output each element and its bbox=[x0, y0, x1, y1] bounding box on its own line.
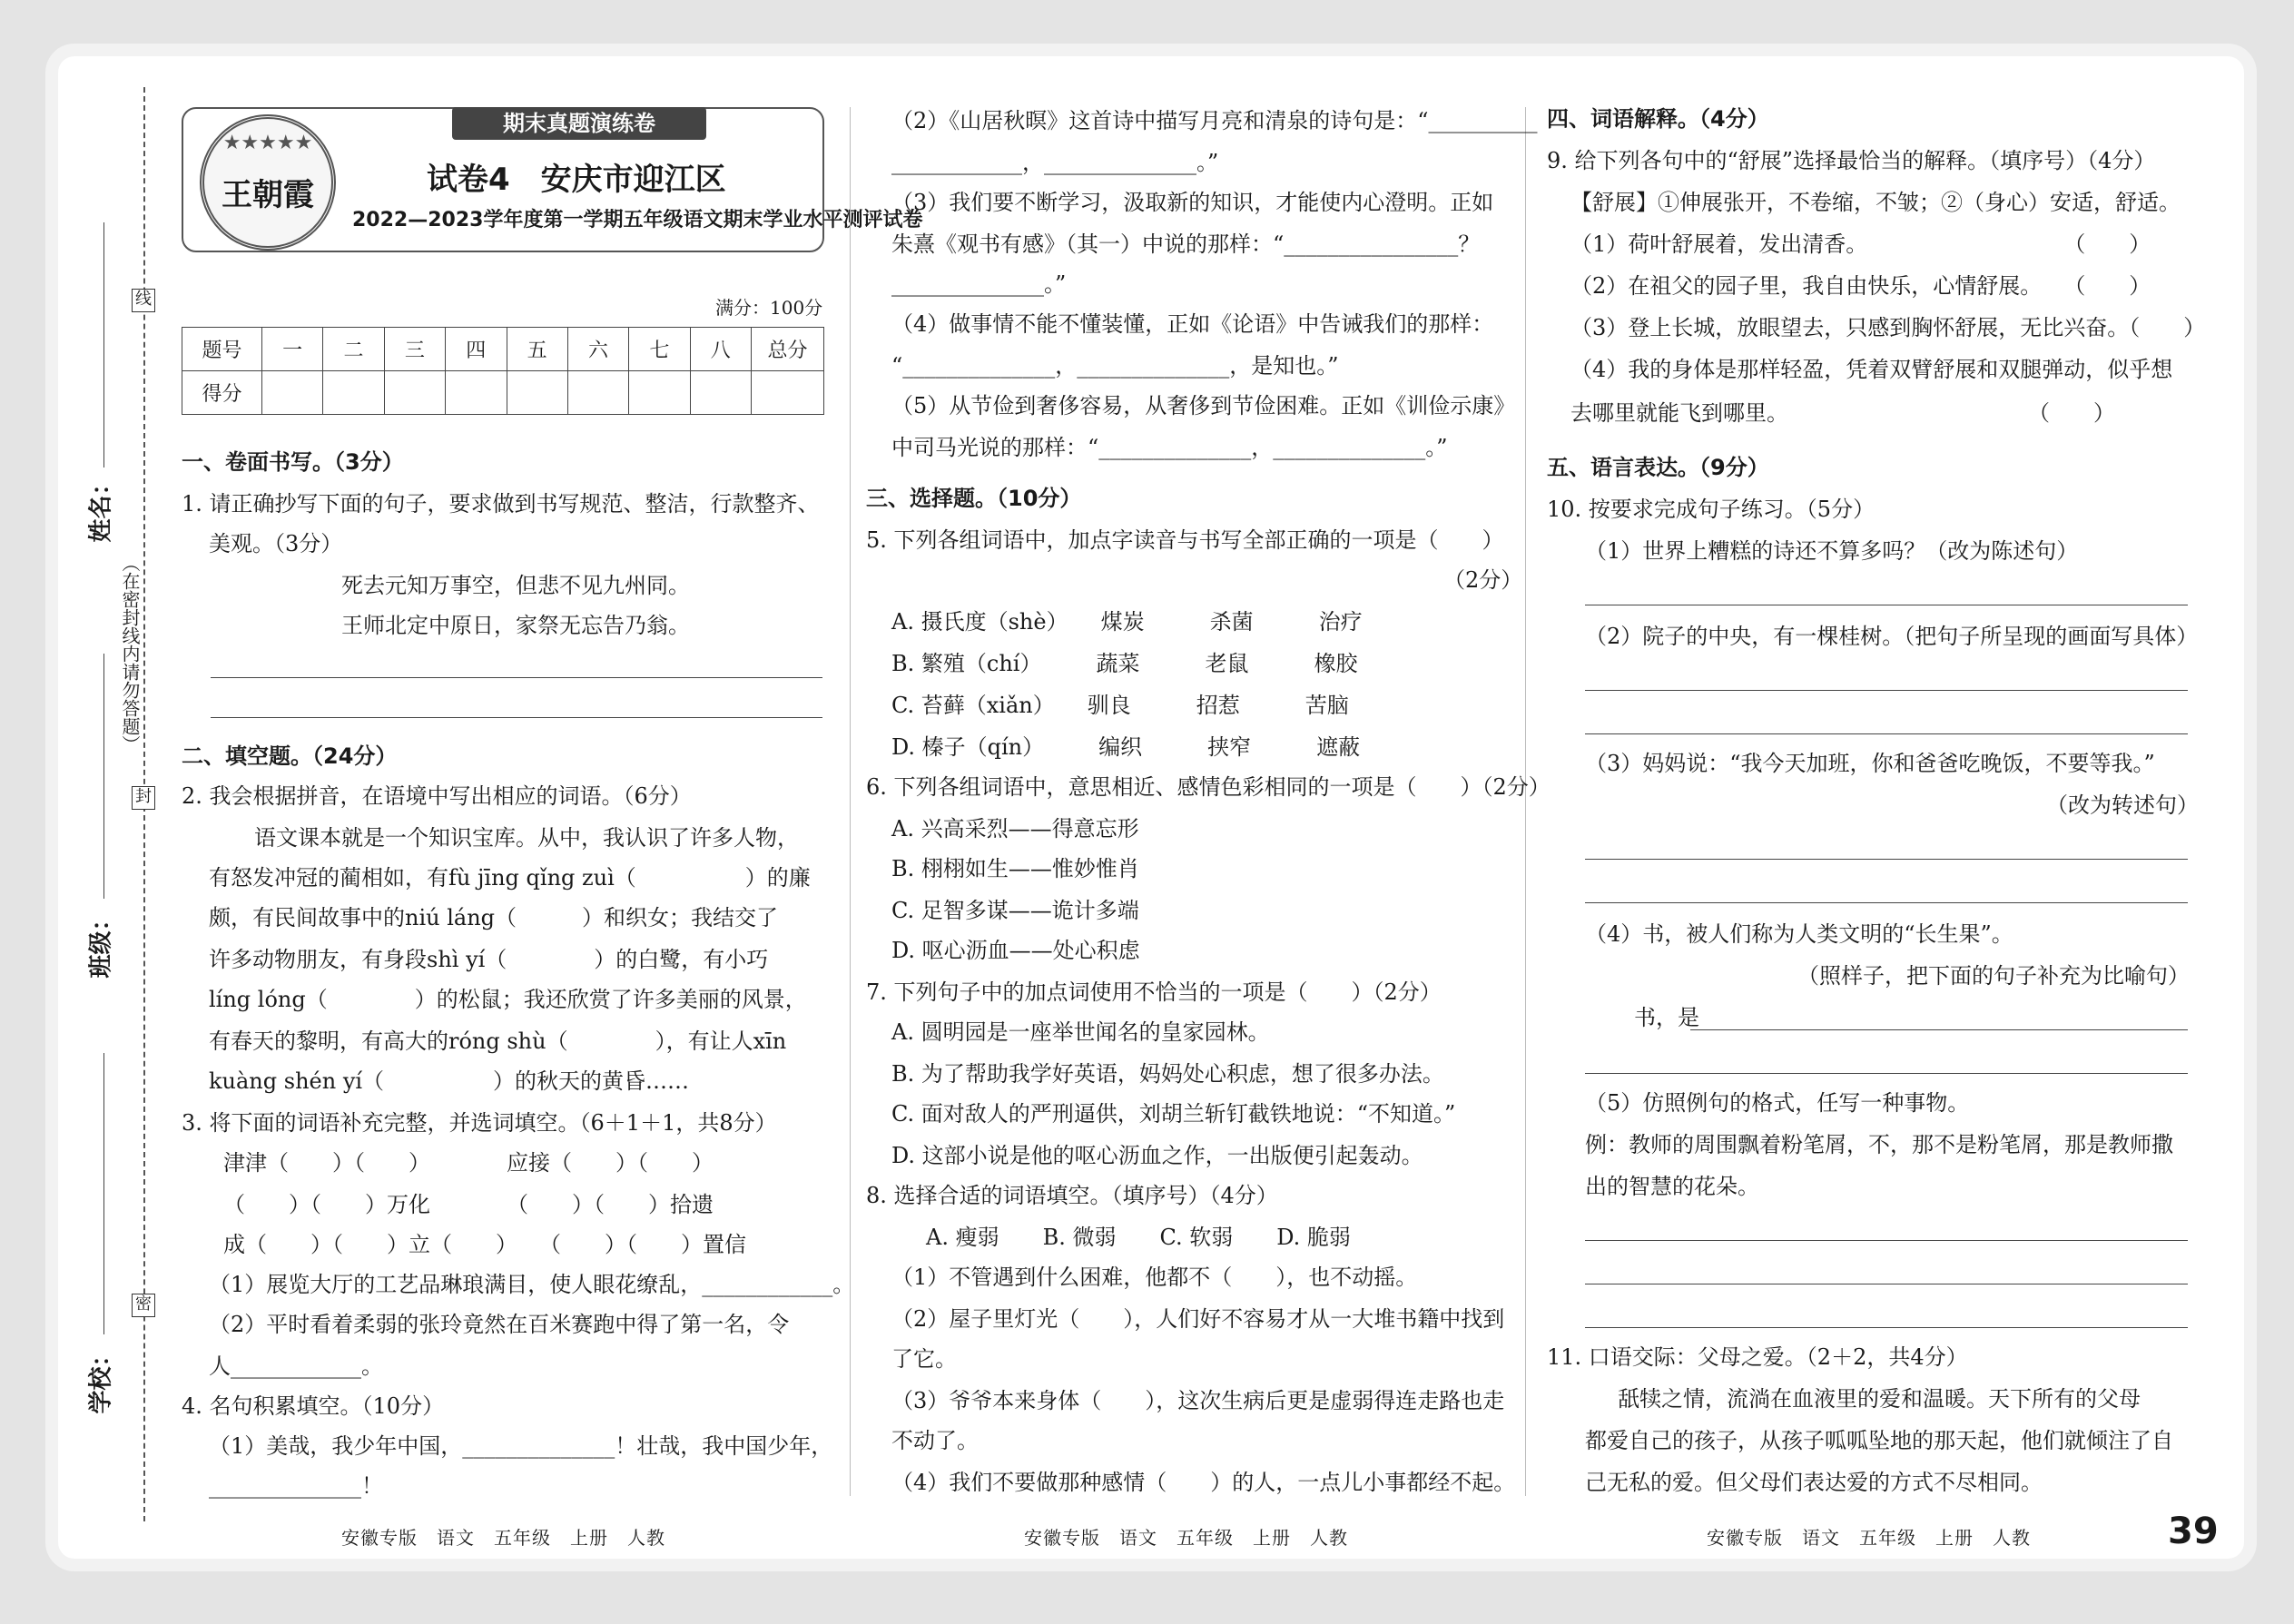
question-text: 7. 下列句子中的加点词使用不恰当的一项是（ ）（2分） bbox=[866, 979, 1442, 1005]
score-input[interactable] bbox=[507, 371, 567, 415]
seal-notice: （在密封线内请勿答题） bbox=[119, 554, 141, 753]
score-table bbox=[182, 327, 824, 415]
answer-line[interactable] bbox=[211, 717, 822, 718]
score-cell: 一 bbox=[262, 328, 323, 371]
question-text: 语文课本就是一个知识宝库。从中，我认识了许多人物， bbox=[254, 825, 799, 851]
answer-line[interactable] bbox=[1585, 1073, 2188, 1074]
question-text: 【舒展】①伸展张开，不卷缩，不皱；②（身心）安适，舒适。 bbox=[1570, 190, 2181, 215]
question-text: （ ）（ ）万化 （ ）（ ）拾遗 bbox=[223, 1192, 714, 1217]
question-text: （4）我的身体是那样轻盈，凭着双臂舒展和双腿弹动，似乎想 bbox=[1570, 357, 2173, 382]
question-text: （1）美哉，我少年中国，______________！壮哉，我中国少年， bbox=[209, 1433, 833, 1459]
score-cell: 四 bbox=[446, 328, 507, 371]
seal-char-secret: 密 bbox=[132, 1294, 155, 1317]
question-text: 9. 给下列各句中的“舒展”选择最恰当的解释。（填序号）（4分） bbox=[1547, 148, 2156, 173]
question-text: 2. 我会根据拼音，在语境中写出相应的词语。（6分） bbox=[182, 783, 692, 809]
question-text: líng lóng（ ）的松鼠；我还欣赏了许多美丽的风景， bbox=[209, 987, 807, 1012]
question-text: 美观。（3分） bbox=[209, 531, 343, 556]
column-divider bbox=[1525, 107, 1526, 1496]
section-heading: 三、选择题。（10分） bbox=[866, 486, 1082, 511]
option-row: C. 苔藓（xiǎn） 驯良 招惹 苦脑 bbox=[891, 693, 1349, 718]
class-label: 班级： bbox=[87, 907, 115, 979]
question-text: （2）屋子里灯光（ ），人们好不容易才从一大堆书籍中找到 bbox=[891, 1306, 1505, 1332]
question-text: 中司马光说的那样：“______________，______________。” bbox=[891, 435, 1448, 460]
score-cell: 三 bbox=[384, 328, 445, 371]
question-text: （5）仿照例句的格式，任写一种事物。 bbox=[1585, 1090, 1970, 1116]
score-table-header-row bbox=[182, 328, 824, 371]
question-text: （1）世界上糟糕的诗还不算多吗？（改为陈述句） bbox=[1585, 538, 2079, 564]
question-text: ______________！ bbox=[209, 1473, 383, 1499]
question-text: （改为转述句） bbox=[2046, 792, 2199, 818]
name-blank bbox=[103, 222, 104, 468]
option-row: A. 兴高采烈——得意忘形 bbox=[891, 816, 1139, 842]
question-text: 11. 口语交际：父母之爱。（2＋2，共4分） bbox=[1547, 1344, 1968, 1370]
question-text: （2）《山居秋暝》这首诗中描写月亮和清泉的诗句是：“__________ bbox=[891, 108, 1538, 133]
section-heading: 五、语言表达。（9分） bbox=[1547, 455, 1769, 480]
option-row: A. 圆明园是一座举世闻名的皇家园林。 bbox=[891, 1019, 1270, 1045]
question-text: （2分） bbox=[1443, 567, 1523, 593]
question-text: 5. 下列各组词语中，加点字读音与书写全部正确的一项是（ ） bbox=[866, 527, 1504, 553]
section-heading: 一、卷面书写。（3分） bbox=[182, 449, 404, 475]
seal-char-line: 线 bbox=[132, 289, 155, 312]
class-blank bbox=[103, 654, 104, 899]
question-text: （2）平时看着柔弱的张玲竟然在百米赛跑中得了第一名，令 bbox=[209, 1312, 790, 1337]
option-row: B. 栩栩如生——惟妙惟肖 bbox=[891, 856, 1139, 881]
question-text: 朱熹《观书有感》（其一）中说的那样：“________________？ bbox=[891, 231, 1481, 257]
answer-line[interactable] bbox=[1585, 733, 2188, 734]
question-text: （4）我们不要做那种感情（ ）的人，一点儿小事都经不起。 bbox=[891, 1470, 1516, 1495]
question-text: “______________，______________，是知也。” bbox=[891, 353, 1339, 379]
question-text: 书，是 bbox=[1634, 1005, 1699, 1030]
question-text: （1）荷叶舒展着，发出清香。 （ ） bbox=[1570, 231, 2151, 257]
score-cell: 七 bbox=[629, 328, 690, 371]
question-text: （1）不管遇到什么困难，他都不（ ），也不动摇。 bbox=[891, 1265, 1418, 1290]
question-text: （3）爷爷本来身体（ ），这次生病后更是虚弱得连走路也走 bbox=[891, 1388, 1505, 1413]
school-label: 学校： bbox=[87, 1343, 115, 1414]
question-text: 4. 名句积累填空。（10分） bbox=[182, 1393, 445, 1419]
question-text: 颇，有民间故事中的niú láng（ ）和织女；我结交了 bbox=[209, 905, 779, 930]
question-text: 3. 将下面的词语补充完整，并选词填空。（6＋1＋1，共8分） bbox=[182, 1110, 777, 1136]
question-text: （3）登上长城，放眼望去，只感到胸怀舒展，无比兴奋。（ ） bbox=[1570, 315, 2206, 340]
score-cell: 五 bbox=[507, 328, 567, 371]
question-text: 有春天的黎明，有高大的róng shù（ ），有让人xīn bbox=[209, 1029, 787, 1054]
answer-line[interactable] bbox=[1585, 1240, 2188, 1241]
question-text: 6. 下列各组词语中，意思相近、感情色彩相同的一项是（ ）（2分） bbox=[866, 774, 1551, 800]
score-input[interactable] bbox=[446, 371, 507, 415]
question-text: 成（ ）（ ）立（ ） （ ）（ ）置信 bbox=[223, 1232, 746, 1257]
score-input[interactable] bbox=[384, 371, 445, 415]
score-cell: 六 bbox=[567, 328, 628, 371]
option-row: C. 足智多谋——诡计多端 bbox=[891, 898, 1139, 923]
score-input[interactable] bbox=[752, 371, 824, 415]
paper-subtitle: 2022—2023学年度第一学期五年级语文期末学业水平测评试卷 bbox=[352, 209, 923, 231]
score-cell: 题号 bbox=[182, 328, 262, 371]
option-row: A. 摄氏度（shè） 煤炭 杀菌 治疗 bbox=[891, 609, 1363, 635]
question-text: 有怒发冲冠的蔺相如，有fù jīng qǐng zuì（ ）的廉 bbox=[209, 865, 811, 891]
question-text: （2）院子的中央，有一棵桂树。（把句子所呈现的画面写具体） bbox=[1585, 624, 2199, 649]
option-row: C. 面对敌人的严刑逼供，刘胡兰斩钉截铁地说：“不知道。” bbox=[891, 1101, 1456, 1127]
score-input[interactable] bbox=[629, 371, 690, 415]
question-text: ______________。” bbox=[891, 271, 1067, 297]
option-row: B. 为了帮助我学好英语，妈妈处心积虑，想了很多办法。 bbox=[891, 1061, 1444, 1087]
question-text: 都爱自己的孩子，从孩子呱呱坠地的那天起，他们就倾注了自 bbox=[1585, 1428, 2173, 1453]
page-footer: 安徽专版 语文 五年级 上册 人教 bbox=[1707, 1527, 2031, 1549]
score-cell: 总分 bbox=[752, 328, 824, 371]
brand-logo-text: 王朝霞 bbox=[222, 177, 314, 213]
score-cell: 八 bbox=[690, 328, 751, 371]
question-text: 己无私的爱。但父母们表达爱的方式不尽相同。 bbox=[1585, 1470, 2043, 1495]
seal-char-seal: 封 bbox=[132, 786, 155, 810]
answer-line[interactable] bbox=[1585, 859, 2188, 860]
question-text: （照样子，把下面的句子补充为比喻句） bbox=[1797, 963, 2190, 989]
score-cell: 得分 bbox=[182, 371, 262, 415]
question-text: （2）在祖父的园子里，我自由快乐，心情舒展。 （ ） bbox=[1570, 273, 2151, 299]
score-input[interactable] bbox=[567, 371, 628, 415]
question-text: 8. 选择合适的词语填空。（填序号）（4分） bbox=[866, 1183, 1278, 1208]
paper-title: 试卷4 安庆市迎江区 bbox=[427, 162, 726, 198]
header-banner: 期末真题演练卷 bbox=[452, 107, 706, 140]
option-row: A. 瘦弱 B. 微弱 C. 软弱 D. 脆弱 bbox=[926, 1225, 1351, 1250]
page-number: 39 bbox=[2168, 1511, 2219, 1552]
section-heading: 二、填空题。（24分） bbox=[182, 743, 398, 769]
question-text: （1）展览大厅的工艺品琳琅满目，使人眼花缭乱，____________。 bbox=[209, 1272, 855, 1297]
question-text: 舐犊之情，流淌在血液里的爱和温暖。天下所有的父母 bbox=[1618, 1386, 2141, 1412]
score-input[interactable] bbox=[690, 371, 751, 415]
answer-line[interactable] bbox=[1585, 1327, 2188, 1328]
question-text: （3）妈妈说：“我今天加班，你和爸爸吃晚饭，不要等我。” bbox=[1585, 751, 2155, 776]
question-text: 10. 按要求完成句子练习。（5分） bbox=[1547, 497, 1876, 522]
question-text: 出的智慧的花朵。 bbox=[1585, 1174, 1759, 1199]
name-label: 姓名： bbox=[87, 471, 115, 543]
option-row: D. 这部小说是他的呕心沥血之作，一出版便引起轰动。 bbox=[891, 1143, 1423, 1168]
option-row: B. 繁殖（chí） 蔬菜 老鼠 橡胶 bbox=[891, 651, 1358, 676]
question-text: （3）我们要不断学习，汲取新的知识，才能使内心澄明。正如 bbox=[891, 190, 1494, 215]
question-text: 去哪里就能飞到哪里。 （ ） bbox=[1570, 400, 2115, 426]
answer-line[interactable] bbox=[211, 677, 822, 678]
question-text: 不动了。 bbox=[891, 1428, 979, 1453]
section-heading: 四、词语解释。（4分） bbox=[1547, 106, 1769, 132]
question-text: 许多动物朋友，有身段shì yí（ ）的白鹭，有小巧 bbox=[209, 947, 769, 972]
score-input[interactable] bbox=[323, 371, 384, 415]
page-footer: 安徽专版 语文 五年级 上册 人教 bbox=[1024, 1527, 1348, 1549]
question-text: （4）做事情不能不懂装懂，正如《论语》中告诫我们的那样： bbox=[891, 311, 1494, 337]
question-text: 了它。 bbox=[891, 1346, 957, 1372]
option-row: D. 榛子（qín） 编织 挟窄 遮蔽 bbox=[891, 734, 1361, 760]
answer-line[interactable] bbox=[1585, 902, 2188, 903]
question-text: 津津（ ）（ ） 应接（ ）（ ） bbox=[223, 1150, 714, 1176]
question-text: 1. 请正确抄写下面的句子，要求做到书写规范、整洁，行款整齐、 bbox=[182, 491, 820, 517]
answer-line[interactable] bbox=[1585, 690, 2188, 691]
brand-logo: ★★★★★ 王朝霞 bbox=[200, 114, 336, 251]
score-table-score-row bbox=[182, 371, 824, 415]
question-text: （4）书，被人们称为人类文明的“长生果”。 bbox=[1585, 921, 2013, 947]
question-text: （5）从节俭到奢侈容易，从奢侈到节俭困难。正如《训俭示康》 bbox=[891, 393, 1516, 418]
score-cell: 二 bbox=[323, 328, 384, 371]
question-text: 王师北定中原日，家祭无忘告乃翁。 bbox=[341, 613, 690, 638]
question-text: 死去元知万事空，但悲不见九州同。 bbox=[341, 573, 690, 598]
page-footer: 安徽专版 语文 五年级 上册 人教 bbox=[341, 1527, 665, 1549]
question-text: kuàng shén yí（ ）的秋天的黄昏…… bbox=[209, 1068, 690, 1094]
option-row: D. 呕心沥血——处心积虑 bbox=[891, 938, 1140, 963]
answer-line[interactable] bbox=[1690, 1029, 2188, 1030]
question-text: 人____________。 bbox=[209, 1353, 383, 1379]
school-blank bbox=[103, 1053, 104, 1334]
question-text: ____________，______________。” bbox=[891, 150, 1219, 175]
full-score: 满分：100分 bbox=[715, 297, 823, 319]
score-input[interactable] bbox=[262, 371, 323, 415]
question-text: 例：教师的周围飘着粉笔屑，不，那不是粉笔屑，那是教师撒 bbox=[1585, 1132, 2173, 1157]
